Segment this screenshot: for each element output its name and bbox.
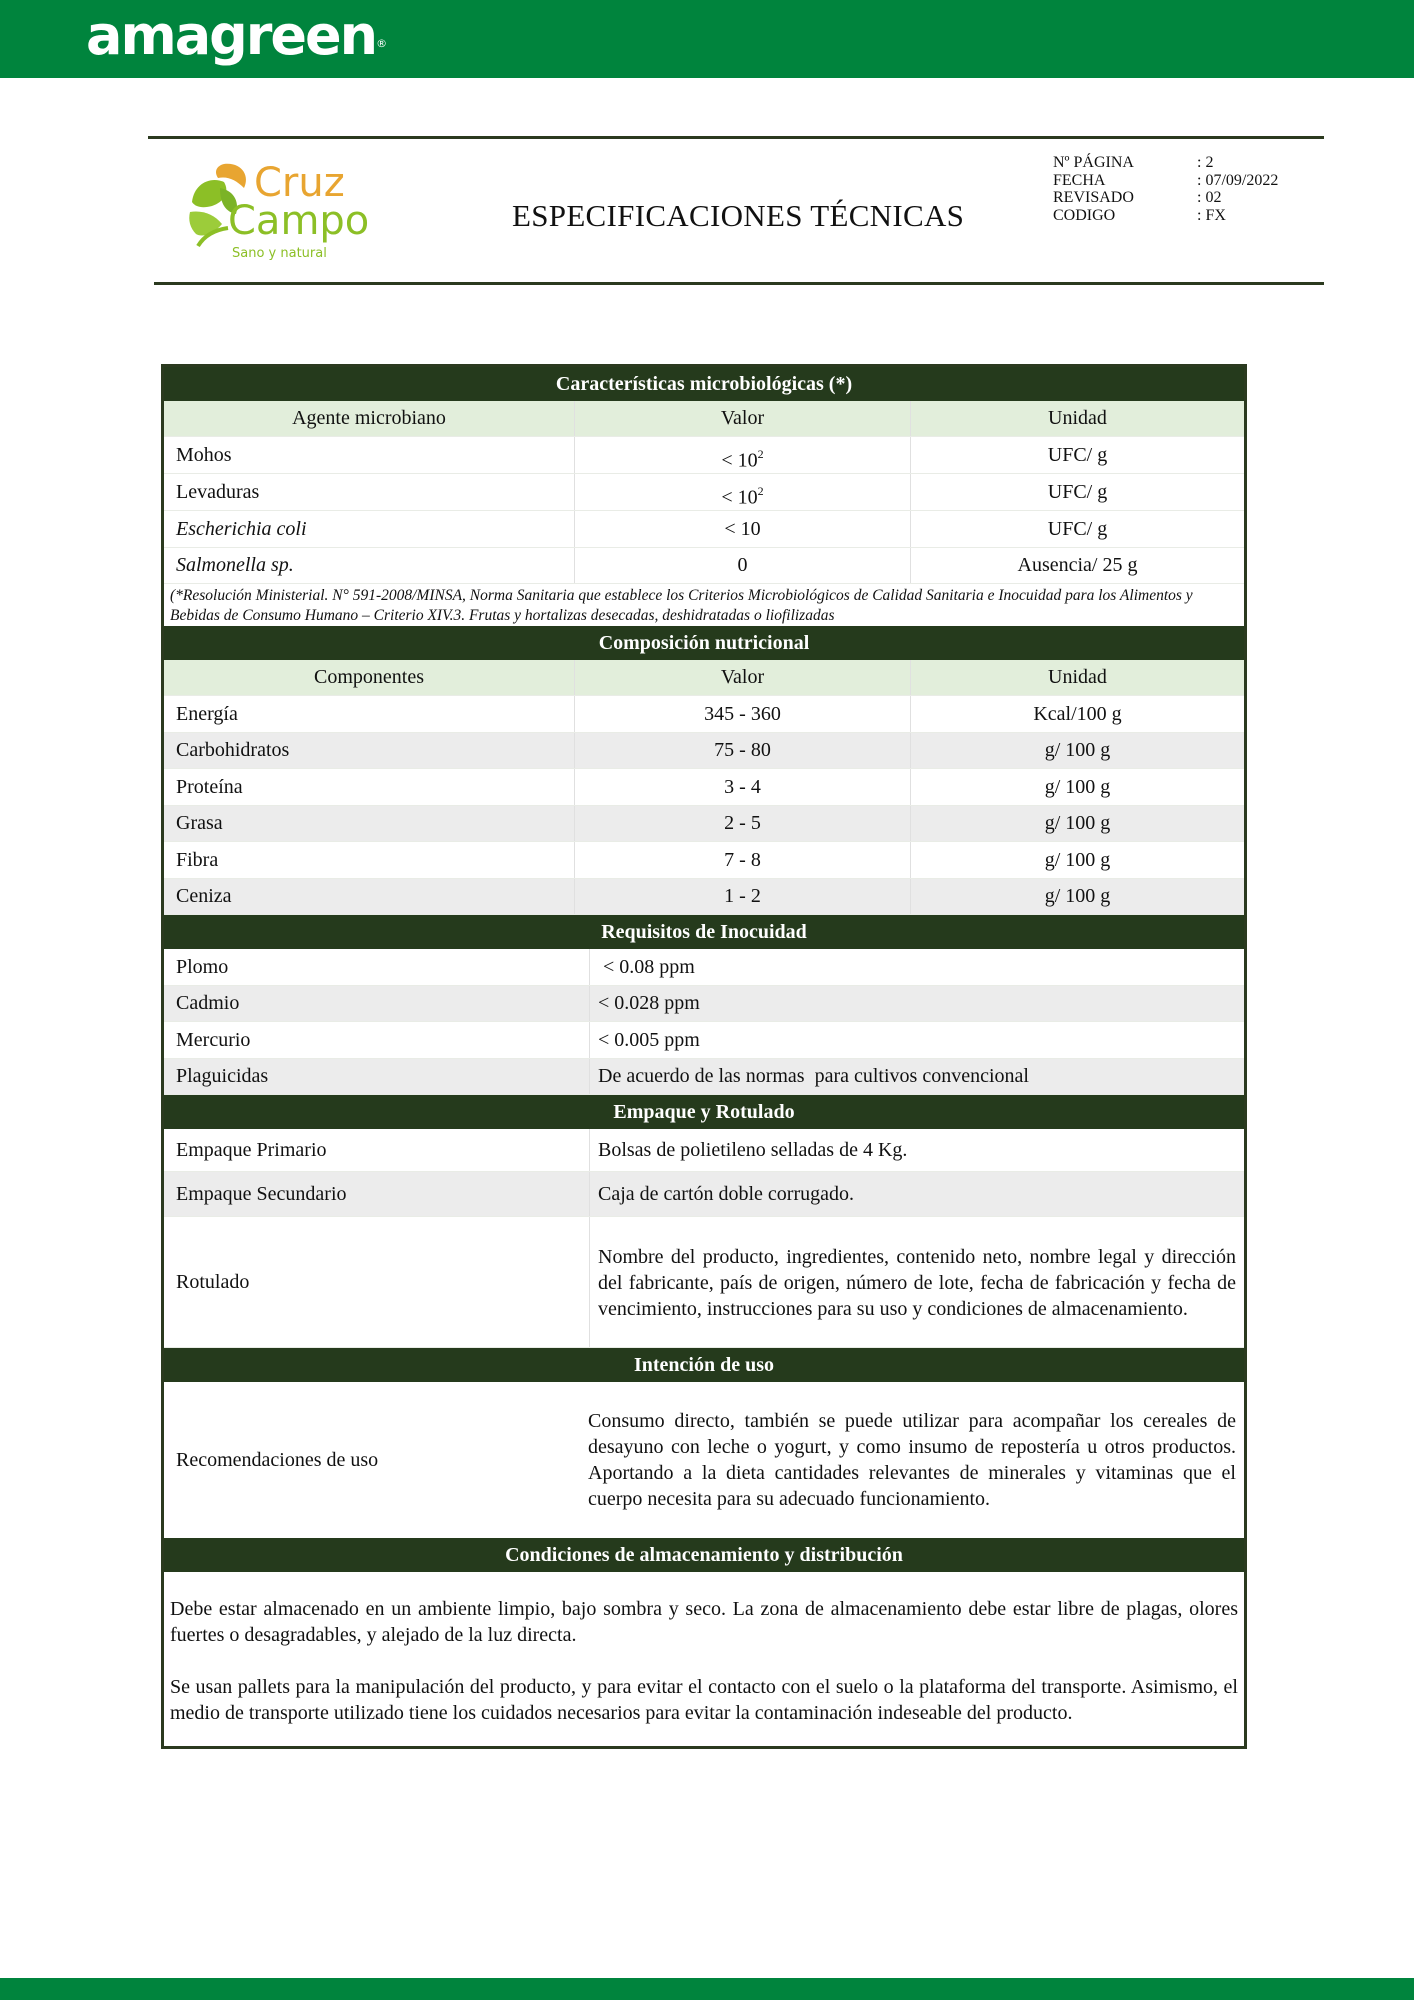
column-header-row: Componentes Valor Unidad xyxy=(164,660,1244,696)
table-row: Empaque Secundario Caja de cartón doble corrugado. xyxy=(164,1172,1244,1217)
column-header-row: Agente microbiano Valor Unidad xyxy=(164,401,1244,437)
table-row: Mercurio < 0.005 ppm xyxy=(164,1022,1244,1059)
section-header-microbiology: Características microbiológicas (*) xyxy=(164,367,1244,401)
logo-word-cruz: Cruz xyxy=(254,160,345,206)
table-row: Grasa 2 - 5 g/ 100 g xyxy=(164,806,1244,842)
storage-text: Debe estar almacenado en un ambiente limpio, bajo sombra y seco. La zona de almacenamiento debe estar libre de plagas, olores fuertes o desagradables, y alejado de la luz directa. Se usan pallets para la manipulación del producto, y para evitar el contacto con el suelo o la plataforma del transporte. Asimismo, el medio de transporte utilizado tiene los cuidados necesarios para evitar la contaminación indeseable del producto. xyxy=(170,1598,1238,1724)
section-header-storage: Condiciones de almacenamiento y distribución xyxy=(164,1538,1244,1572)
logo-word-campo: Campo xyxy=(228,198,370,244)
table-row: Mohos < $10^2$ UFC/ g xyxy=(164,437,1244,474)
section-header-intended-use: Intención de uso xyxy=(164,1348,1244,1382)
company-logo xyxy=(184,158,404,264)
table-row: Fibra 7 - 8 g/ 100 g xyxy=(164,842,1244,879)
table-row: Ceniza 1 - 2 g/ 100 g xyxy=(164,879,1244,915)
document-meta xyxy=(1053,154,1278,224)
table-row: Rotulado Nombre del producto, ingredientes, contenido neto, nombre legal y dirección del fabricante, país de origen, número de lote, fecha de fabricación y fecha de vencimiento, instrucciones para su uso y condiciones de almacenamiento. xyxy=(164,1217,1244,1348)
document-title: ESPECIFICACIONES TÉCNICAS xyxy=(512,198,965,233)
table-row: Salmonella sp. 0 Ausencia/ 25 g xyxy=(164,548,1244,584)
regulation-footnote: (*Resolución Ministerial. N° 591-2008/MINSA, Norma Sanitaria que establece los Criterios Microbiológicos de Calidad Sanitaria e Inocuidad para los Alimentos y Bebidas de Consumo Humano – Criterio XIV.3. Frutas y hortalizas desecadas, deshidratadas o liofilizadas xyxy=(170,587,1193,624)
section-header-packaging: Empaque y Rotulado xyxy=(164,1095,1244,1129)
table-row: Cadmio < 0.028 ppm xyxy=(164,986,1244,1022)
table-row: Levaduras < $10^2$ UFC/ g xyxy=(164,474,1244,511)
table-row: Proteína 3 - 4 g/ 100 g xyxy=(164,769,1244,806)
specification-table xyxy=(161,364,1247,1749)
table-row: Plaguicidas De acuerdo de las normas para cultivos convencional xyxy=(164,1059,1244,1095)
meta-row-date: FECHA : 07/09/2022 xyxy=(1053,171,1279,189)
table-row: Escherichia coli < 10 UFC/ g xyxy=(164,511,1244,548)
section-header-safety: Requisitos de Inocuidad xyxy=(164,915,1244,949)
header-rule-bottom xyxy=(154,282,1324,285)
table-row: Energía 345 - 360 Kcal/100 g xyxy=(164,696,1244,733)
table-row: Carbohidratos 75 - 80 g/ 100 g xyxy=(164,733,1244,769)
table-row: Plomo < 0.08 ppm xyxy=(164,949,1244,986)
section-header-nutrition: Composición nutricional xyxy=(164,626,1244,660)
meta-row-page: Nº PÁGINA : 2 xyxy=(1053,154,1214,171)
table-row: Recomendaciones de uso Consumo directo, también se puede utilizar para acompañar los cereales de desayuno con leche o yogurt, y como insumo de repostería u otros productos. Aportando a la dieta cantidades relevantes de minerales y vitaminas que el cuerpo necesita para su adecuado funcionamiento. xyxy=(176,1410,1236,1510)
meta-row-revision: REVISADO : 02 xyxy=(1053,189,1222,206)
meta-row-code: CODIGO : FX xyxy=(1053,206,1226,224)
header-rule-top xyxy=(148,136,1324,139)
brand-logo: amagreen® xyxy=(86,4,388,67)
table-row: Empaque Primario Bolsas de polietileno selladas de 4 Kg. xyxy=(164,1129,1244,1172)
footer-bar xyxy=(0,1978,1414,2000)
brand-bar xyxy=(0,0,1414,78)
logo-tagline: Sano y natural xyxy=(232,246,327,261)
